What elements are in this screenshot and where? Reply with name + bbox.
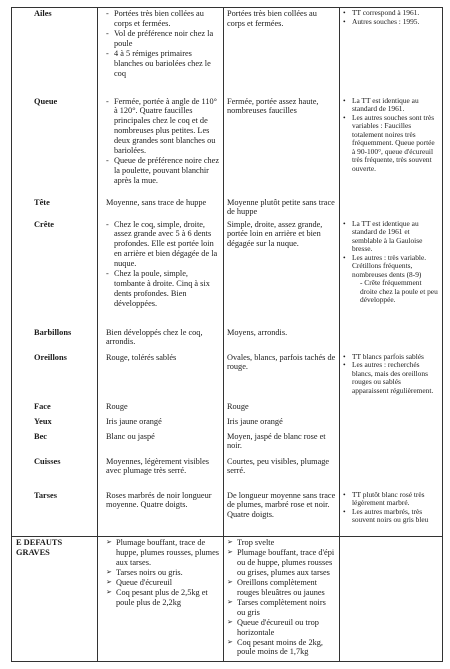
cell-text: Moyen, jaspé de blanc rose et noir. — [227, 431, 326, 451]
table-row — [12, 456, 443, 490]
cell-text: Moyennes, légèrement visibles avec plumage très serré. — [106, 456, 209, 476]
row-label-barbillons: Barbillons — [12, 327, 98, 352]
list-item: ➢ Coq pesant moins de 2kg, poule moins de 1,7kg — [227, 638, 336, 658]
list-item: ➢ Trop svelte — [227, 538, 336, 548]
col4-list — [343, 97, 439, 174]
list-item: - Vol de préférence noir chez la poule — [106, 29, 220, 49]
row-label-crete: Crête — [12, 219, 98, 327]
col4-cell — [340, 352, 443, 401]
table-row — [12, 96, 443, 197]
list-item: - Fermée, portée à angle de 110° à 120°. Quatre faucilles principales chez le coq et de nombreuses plus petites. Les deux grandes sont blanches ou bariolées. — [106, 97, 220, 157]
col2-list — [106, 9, 220, 79]
list-item: - Queue de préférence noire chez la poulette, pouvant blanchir après la mue. — [106, 156, 220, 186]
table-row — [12, 327, 443, 352]
list-item: ➢ Queue d'écureuil ou trop horizontale — [227, 618, 336, 638]
cell-text: Portées très bien collées au corps et fermées. — [227, 9, 317, 28]
col2-cell — [98, 456, 224, 490]
col2-cell — [98, 219, 224, 327]
table-row — [12, 197, 443, 219]
col2-list — [106, 538, 220, 608]
cell-text: Ovales, blancs, parfois tachés de rouge. — [227, 352, 336, 372]
list-item: • TT plutôt blanc rosé très légèrement marbré. — [343, 491, 439, 508]
list-item — [343, 254, 439, 305]
col2-list — [106, 97, 220, 187]
row-label-oreillons: Oreillons — [12, 352, 98, 401]
col3-cell — [224, 401, 340, 416]
col3-cell — [224, 416, 340, 431]
cell-text: Blanc ou jaspé — [106, 431, 155, 441]
col3-cell — [224, 537, 340, 662]
col2-list — [106, 220, 220, 310]
cell-text: De longueur moyenne sans trace de plumes, marbré rose et noir. Quatre doigts. — [227, 490, 336, 520]
col2-cell — [98, 416, 224, 431]
col3-cell — [224, 456, 340, 490]
col3-cell — [224, 219, 340, 327]
list-item: ➢ Tarses complètement noirs ou gris — [227, 598, 336, 618]
col2-cell — [98, 327, 224, 352]
col4-cell — [340, 490, 443, 537]
row-label-queue: Queue — [12, 96, 98, 197]
cell-text: Simple, droite, assez grande, portée loin en arrière et bien dégagée sur la nuque. — [227, 219, 323, 249]
list-item: • Les autres marbrés, très souvent noirs ou gris bleu — [343, 508, 439, 525]
col3-cell — [224, 431, 340, 456]
list-sub-item: - Crête fréquemment droite chez la poule et peu développée. — [360, 278, 438, 305]
col4-cell — [340, 96, 443, 197]
col3-cell — [224, 197, 340, 219]
list-item: • La TT est identique au standard de 1961 et semblable à la Gauloise bresse. — [343, 220, 439, 254]
list-item: - Portées très bien collées au corps et fermées. — [106, 9, 220, 29]
table-row — [12, 352, 443, 401]
col3-cell — [224, 490, 340, 537]
row-label-tarses: Tarses — [12, 490, 98, 537]
table-row — [12, 490, 443, 537]
table-row — [12, 219, 443, 327]
list-item: • Les autres souches sont très variables : Faucilles totalement noires très fréquemment. Queue portée à 90-100°, queue d'écureuil très fréquente, très souvent ouverte. — [343, 114, 439, 174]
list-item: ➢ Tarses noirs ou gris. — [106, 568, 220, 578]
cell-text: Iris jaune orangé — [227, 416, 283, 426]
list-item: • TT correspond à 1961. — [343, 9, 439, 18]
col4-cell — [340, 456, 443, 490]
col3-cell — [224, 352, 340, 401]
list-item: - Chez la poule, simple, tombante à droite. Cinq à six dents profondes. Bien développées. — [106, 269, 220, 309]
table-row — [12, 537, 443, 662]
col4-cell — [340, 327, 443, 352]
cell-text: Rouge — [106, 401, 128, 411]
col4-cell — [340, 401, 443, 416]
list-item: ➢ Oreillons complètement rouges bleuâtres ou jaunes — [227, 578, 336, 598]
table-row — [12, 401, 443, 416]
row-label-bec: Bec — [12, 431, 98, 456]
col3-cell — [224, 8, 340, 96]
col4-cell — [340, 416, 443, 431]
list-item: - Chez le coq, simple, droite, assez grande avec 5 à 6 dents profondes. Elle est portée loin en arrière et bien dégagée de la nuque. — [106, 220, 220, 270]
standard-comparison-table — [11, 7, 443, 662]
cell-text: Moyenne plutôt petite sans trace de huppe — [227, 197, 335, 217]
row-label-face: Face — [12, 401, 98, 416]
list-item: • Les autres : recherchés blancs, mais des oreillons rouges ou sablés apparaissent régulièrement. — [343, 361, 439, 395]
col4-cell — [340, 431, 443, 456]
col2-cell — [98, 490, 224, 537]
list-item-text: Les autres : très variable. Crétillons fréquents, nombreuses dents (8-9) — [352, 252, 427, 279]
cell-text: Iris jaune orangé — [106, 416, 162, 426]
col4-cell — [340, 8, 443, 96]
col3-cell — [224, 327, 340, 352]
cell-text: Courtes, peu visibles, plumage serré. — [227, 456, 330, 476]
list-item: • La TT est identique au standard de 1961. — [343, 97, 439, 114]
col4-cell — [340, 197, 443, 219]
list-item: ➢ Plumage bouffant, trace de huppe, plumes rousses, plumes aux tarses. — [106, 538, 220, 568]
col4-list — [343, 9, 439, 26]
col2-cell — [98, 352, 224, 401]
col2-cell — [98, 401, 224, 416]
col2-cell — [98, 431, 224, 456]
row-label-ailes: Ailes — [12, 8, 98, 96]
col4-list — [343, 491, 439, 525]
list-item: ➢ Coq pesant plus de 2,5kg et poule plus de 2,2kg — [106, 588, 220, 608]
cell-text: Moyens, arrondis. — [227, 327, 288, 337]
table-row — [12, 416, 443, 431]
cell-text: Roses marbrés de noir longueur moyenne. Quatre doigts. — [106, 490, 212, 510]
row-label-yeux: Yeux — [12, 416, 98, 431]
cell-text: Moyenne, sans trace de huppe — [106, 197, 207, 207]
col4-cell — [340, 219, 443, 327]
row-label-tete: Tête — [12, 197, 98, 219]
list-item: - 4 à 5 rémiges primaires blanches ou bariolées chez le coq — [106, 49, 220, 79]
col3-cell — [224, 96, 340, 197]
cell-text: Bien développés chez le coq, arrondis. — [106, 327, 203, 347]
list-item: ➢ Plumage bouffant, trace d'épi ou de huppe, plumes rousses ou grises, plumes aux tarses — [227, 548, 336, 578]
cell-text: Rouge, tolérés sablés — [106, 352, 177, 362]
table-row — [12, 431, 443, 456]
list-item: • TT blancs parfois sablés — [343, 353, 439, 362]
list-item: ➢ Queue d'écureuil — [106, 578, 220, 588]
col4-list — [343, 353, 439, 396]
table-row — [12, 8, 443, 96]
row-label-defauts-graves: E DEFAUTS GRAVES — [12, 537, 98, 662]
col4-list — [343, 220, 439, 305]
list-item: • Autres souches : 1995. — [343, 18, 439, 27]
col3-list — [227, 538, 336, 657]
col2-cell — [98, 96, 224, 197]
cell-text: Rouge — [227, 401, 249, 411]
col2-cell — [98, 197, 224, 219]
col2-cell — [98, 537, 224, 662]
row-label-cuisses: Cuisses — [12, 456, 98, 490]
col2-cell — [98, 8, 224, 96]
col4-cell — [340, 537, 443, 662]
cell-text: Fermée, portée assez haute, nombreuses faucilles — [227, 96, 319, 116]
